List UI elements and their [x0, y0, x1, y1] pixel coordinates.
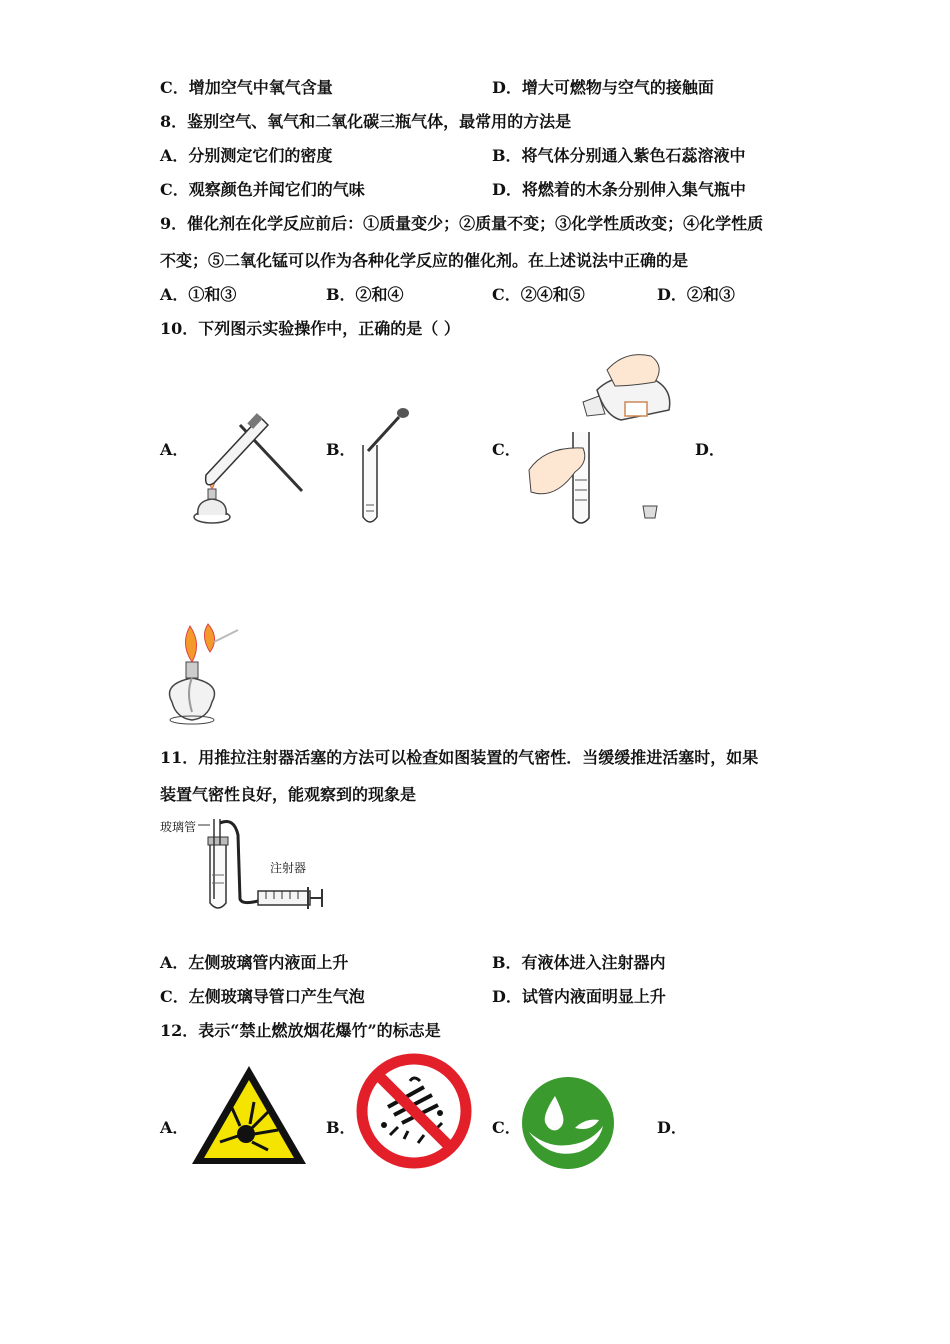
explosive-warning-sign-icon	[188, 1062, 310, 1170]
q12-label-b: B．	[326, 1118, 356, 1137]
q9-option-d: D．②和③	[657, 285, 735, 304]
q7-option-d: D．增大可燃物与空气的接触面	[492, 78, 714, 97]
no-fireworks-sign-icon	[354, 1051, 474, 1171]
q12-stem: 12．表示“禁止燃放烟花爆竹”的标志是	[160, 1021, 441, 1040]
q9-option-b: B．②和④	[326, 285, 404, 304]
q11-option-d: D．试管内液面明显上升	[492, 987, 666, 1006]
q11-option-b: B．有液体进入注射器内	[492, 953, 666, 972]
q10-label-d: D．	[695, 440, 725, 459]
heating-test-tube-figure	[190, 405, 310, 530]
q7-option-c: C．增加空气中氧气含量	[160, 78, 333, 97]
lighting-alcohol-lamp-figure	[158, 622, 248, 727]
apparatus-drawing	[158, 815, 338, 915]
q10-label-b: B．	[326, 440, 356, 459]
q10-label-c: C．	[492, 440, 521, 459]
q10-label-a: A．	[160, 440, 189, 459]
syringe-label: 注射器	[270, 861, 307, 875]
q8-option-a: A．分别测定它们的密度	[160, 146, 333, 165]
q10-stem: 10．下列图示实验操作中，正确的是（ ）	[160, 319, 460, 338]
q12-label-a: A．	[160, 1118, 189, 1137]
q12-label-c: C．	[492, 1118, 521, 1137]
glass-tube-label: 玻璃管	[160, 820, 197, 834]
pouring-liquid-figure	[525, 350, 675, 530]
q9-stem-line2: 不变；⑤二氧化锰可以作为各种化学反应的催化剂。在上述说法中正确的是	[160, 251, 689, 270]
water-saving-sign-icon	[519, 1074, 617, 1172]
q12-label-d: D．	[657, 1118, 687, 1137]
q11-stem-line1: 11．用推拉注射器活塞的方法可以检查如图装置的气密性．当缓缓推进活塞时，如果	[160, 748, 759, 767]
q8-option-b: B．将气体分别通入紫色石蕊溶液中	[492, 146, 746, 165]
q11-option-c: C．左侧玻璃导管口产生气泡	[160, 987, 365, 1006]
q9-option-c: C．②④和⑤	[492, 285, 585, 304]
q8-stem: 8．鉴别空气、氧气和二氧化碳三瓶气体，最常用的方法是	[160, 112, 572, 131]
airtightness-apparatus-figure	[158, 815, 338, 915]
q11-option-a: A．左侧玻璃管内液面上升	[160, 953, 349, 972]
q9-option-a: A．①和③	[160, 285, 237, 304]
q8-option-c: C．观察颜色并闻它们的气味	[160, 180, 365, 199]
q9-stem-line1: 9．催化剂在化学反应前后：①质量变少；②质量不变；③化学性质改变；④化学性质	[160, 214, 764, 233]
q11-stem-line2: 装置气密性良好，能观察到的现象是	[160, 785, 417, 804]
dropper-figure	[355, 405, 415, 530]
q8-option-d: D．将燃着的木条分别伸入集气瓶中	[492, 180, 746, 199]
